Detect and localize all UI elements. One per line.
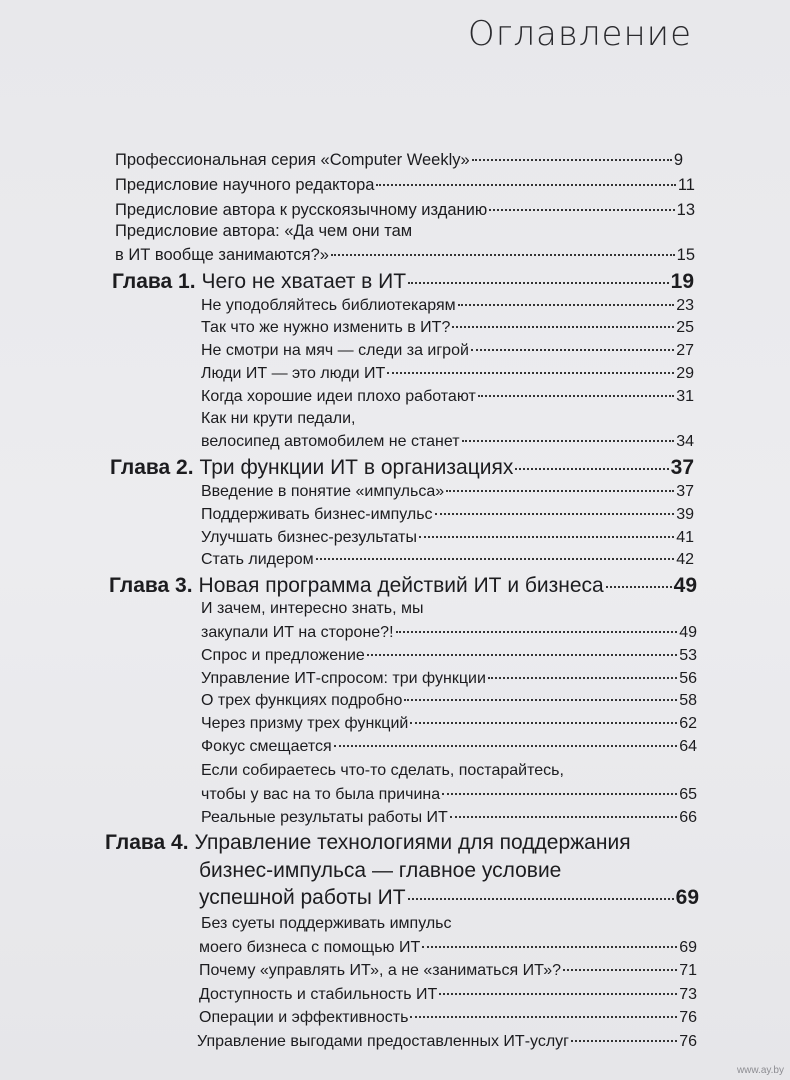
dot-leader [435, 513, 675, 515]
dot-leader [488, 677, 677, 679]
toc-entry-page: 15 [676, 246, 695, 264]
section-page: 25 [676, 319, 694, 336]
section-title: Спрос и предложение [201, 647, 365, 664]
section-page: 66 [679, 809, 697, 826]
toc-chapter[interactable] [110, 456, 694, 480]
toc-section[interactable] [201, 692, 697, 710]
dot-leader [408, 898, 674, 900]
dot-leader [367, 654, 677, 656]
section-title: Через призму трех функций [201, 715, 409, 732]
section-page: 71 [679, 962, 697, 979]
toc-entry[interactable] [115, 201, 695, 220]
section-title-line: Без суеты поддерживать импульс [201, 915, 452, 932]
toc-section[interactable] [199, 986, 697, 1004]
chapter-label: Глава 4. [105, 831, 189, 854]
toc-entry[interactable] [115, 246, 695, 265]
dot-leader [446, 490, 674, 492]
toc-section[interactable] [201, 483, 694, 501]
toc-chapter[interactable] [109, 574, 697, 598]
toc-entry-page: 9 [673, 151, 683, 169]
section-page: 69 [679, 939, 697, 956]
dot-leader [606, 586, 672, 588]
dot-leader [408, 282, 669, 284]
toc-section[interactable] [201, 529, 694, 547]
toc-section[interactable] [201, 670, 697, 688]
section-title-line: Если собираетесь что-то сделать, постарайтесь, [201, 762, 564, 779]
section-title: Доступность и стабильность ИТ [199, 986, 438, 1003]
section-title-line: Как ни крути педали, [201, 410, 356, 427]
dot-leader [452, 326, 674, 328]
dot-leader [462, 440, 675, 442]
dot-leader [396, 631, 678, 633]
toc-section[interactable] [201, 342, 694, 360]
dot-leader [316, 558, 675, 560]
dot-leader [450, 816, 677, 818]
chapter-label: Глава 1. [112, 270, 196, 293]
section-title: Стать лидером [201, 551, 314, 568]
dot-leader [376, 184, 675, 186]
dot-leader [489, 209, 674, 211]
toc-chapter[interactable] [199, 886, 699, 910]
dot-leader [442, 793, 677, 795]
toc-chapter[interactable] [112, 270, 694, 294]
section-title: чтобы у вас на то была причина [201, 786, 441, 803]
section-title: Операции и эффективность [199, 1009, 409, 1026]
chapter-title: Чего не хватает в ИТ [201, 270, 407, 293]
dot-leader [410, 722, 677, 724]
toc-section[interactable] [201, 809, 697, 827]
section-page: 39 [676, 506, 694, 523]
toc-entry-page: 11 [677, 176, 695, 194]
chapter-label: Глава 2. [110, 456, 194, 479]
dot-leader [471, 349, 674, 351]
dot-leader [458, 304, 675, 306]
chapter-page: 37 [670, 456, 694, 479]
section-page: 76 [679, 1009, 697, 1026]
chapter-page: 49 [673, 574, 697, 597]
section-title: О трех функциях подробно [201, 692, 403, 709]
section-title: Не смотри на мяч — следи за игрой [201, 342, 469, 359]
section-page: 42 [676, 551, 694, 568]
dot-leader [331, 254, 675, 256]
chapter-title-line: Управление технологиями для поддержания [194, 831, 631, 854]
section-page: 41 [676, 529, 694, 546]
dot-leader [472, 159, 672, 161]
chapter-title: Новая программа действий ИТ и бизнеса [198, 574, 604, 597]
chapter-title: успешной работы ИТ [199, 886, 406, 909]
toc-entry[interactable] [115, 176, 695, 195]
toc-entry-title-line: Предисловие автора: «Да чем они там [115, 222, 413, 240]
section-page: 62 [679, 715, 697, 732]
section-page: 29 [676, 365, 694, 382]
section-title: Улучшать бизнес-результаты [201, 529, 417, 546]
dot-leader [478, 395, 674, 397]
section-title: Реальные результаты работы ИТ [201, 809, 448, 826]
chapter-title-line: бизнес-импульса — главное условие [199, 859, 562, 882]
section-title: Так что же нужно изменить в ИТ? [201, 319, 451, 336]
toc-entry-title: Профессиональная серия «Computer Weekly» [115, 151, 470, 169]
dot-leader [571, 1040, 677, 1042]
dot-leader [387, 372, 674, 374]
toc-entry-page: 13 [676, 201, 695, 219]
toc-section[interactable] [201, 297, 694, 315]
toc-section[interactable] [201, 319, 694, 337]
section-title: Люди ИТ — это люди ИТ [201, 365, 386, 382]
watermark: www.ay.by [736, 1065, 784, 1076]
toc-section[interactable] [201, 786, 697, 804]
section-page: 64 [679, 738, 697, 755]
toc-entry-title: в ИТ вообще занимаются?» [115, 246, 329, 264]
toc-section[interactable] [201, 647, 697, 665]
section-page: 31 [676, 388, 694, 405]
dot-leader [439, 993, 677, 995]
section-page: 23 [676, 297, 694, 314]
page-title: Оглавление [467, 14, 692, 54]
toc-section[interactable] [201, 433, 694, 451]
section-page: 73 [679, 986, 697, 1003]
dot-leader [410, 1016, 677, 1018]
toc-section[interactable] [197, 1033, 697, 1051]
toc-entry-title: Предисловие автора к русскоязычному изданию [115, 201, 488, 219]
toc-section[interactable] [201, 365, 694, 383]
toc-section[interactable] [199, 962, 697, 980]
section-title-line: И зачем, интересно знать, мы [201, 600, 424, 617]
toc-chapter-heading[interactable] [105, 831, 631, 855]
section-title: закупали ИТ на стороне?! [201, 624, 394, 641]
section-title: Не уподобляйтесь библиотекарям [201, 297, 456, 314]
dot-leader [422, 946, 677, 948]
section-title: Почему «управлять ИТ», а не «заниматься ИТ»? [199, 962, 561, 979]
section-title: Управление ИТ-спросом: три функции [201, 670, 486, 687]
dot-leader [404, 699, 677, 701]
section-page: 76 [679, 1033, 697, 1050]
toc-entry[interactable] [115, 151, 683, 170]
toc-section[interactable] [201, 506, 694, 524]
section-title: Введение в понятие «импульса» [201, 483, 445, 500]
section-page: 65 [679, 786, 697, 803]
toc-entry-title: Предисловие научного редактора [115, 176, 375, 194]
section-title: Фокус смещается [201, 738, 332, 755]
toc-section[interactable] [201, 715, 697, 733]
chapter-page: 19 [670, 270, 694, 293]
section-title: велосипед автомобилем не станет [201, 433, 460, 450]
section-page: 53 [679, 647, 697, 664]
toc-section[interactable] [199, 1009, 697, 1027]
dot-leader [515, 468, 668, 470]
section-title: моего бизнеса с помощью ИТ [199, 939, 421, 956]
section-page: 56 [679, 670, 697, 687]
section-title: Когда хорошие идеи плохо работают [201, 388, 476, 405]
section-title: Поддерживать бизнес-импульс [201, 506, 433, 523]
toc-section[interactable] [201, 551, 694, 569]
toc-section[interactable] [199, 939, 697, 957]
chapter-title: Три функции ИТ в организациях [199, 456, 514, 479]
section-page: 58 [679, 692, 697, 709]
toc-section[interactable] [201, 624, 697, 642]
dot-leader [563, 969, 677, 971]
dot-leader [419, 536, 674, 538]
chapter-label: Глава 3. [109, 574, 193, 597]
section-page: 27 [676, 342, 694, 359]
section-title: Управление выгодами предоставленных ИТ-услуг [197, 1033, 570, 1050]
section-page: 37 [676, 483, 694, 500]
toc-section[interactable] [201, 738, 697, 756]
chapter-page: 69 [675, 886, 699, 909]
section-page: 49 [679, 624, 697, 641]
section-page: 34 [676, 433, 694, 450]
toc-section[interactable] [201, 388, 694, 406]
dot-leader [334, 745, 678, 747]
